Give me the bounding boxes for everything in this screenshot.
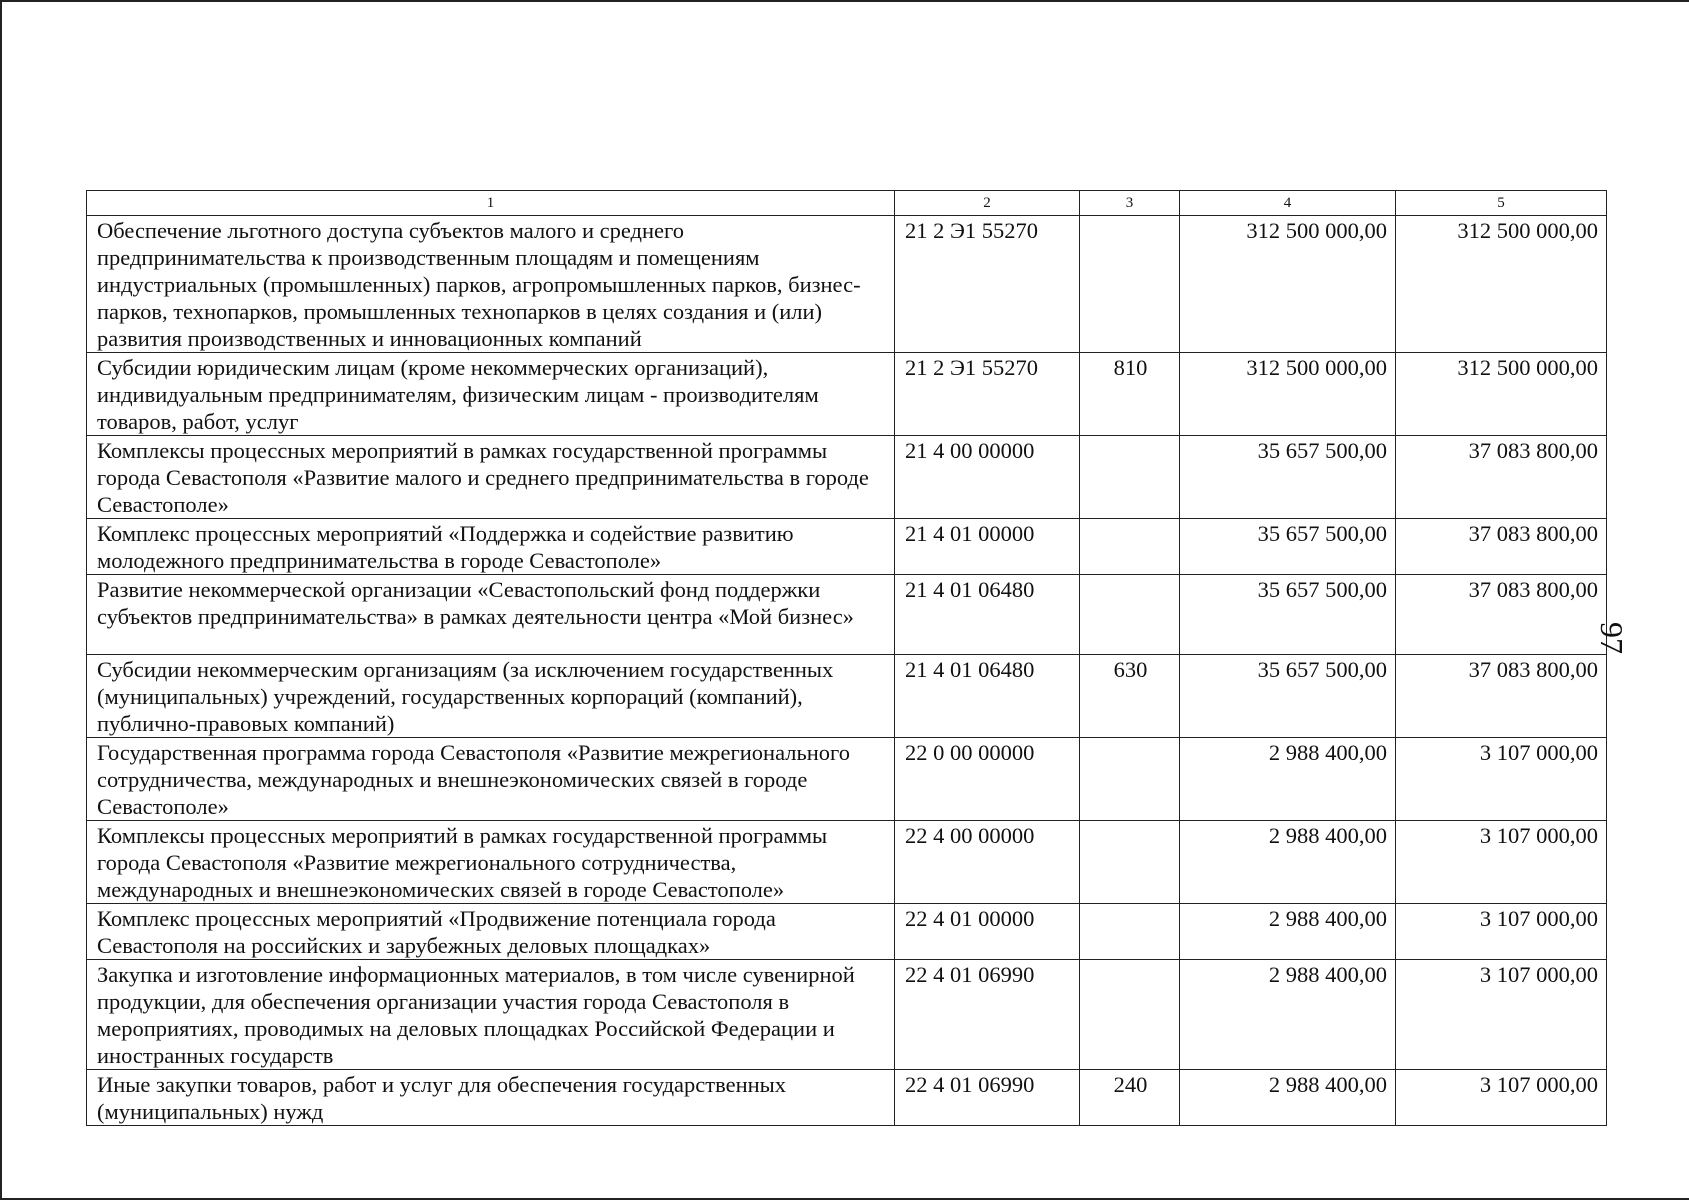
table-header-row (87, 191, 1607, 216)
column-header-2: 2 (895, 191, 1080, 216)
row-type (1080, 738, 1180, 821)
table-row (87, 1070, 1607, 1126)
page-number: 97 (1594, 622, 1630, 654)
row-type (1080, 575, 1180, 655)
row-code: 21 4 01 00000 (895, 519, 1080, 575)
row-sum-year2: 312 500 000,00 (1396, 353, 1607, 436)
row-sum-year1: 2 988 400,00 (1180, 1070, 1396, 1126)
row-sum-year2: 37 083 800,00 (1396, 436, 1607, 519)
row-name: Субсидии некоммерческим организациям (за исключением государственных (муниципальных) учреждений, государственных корпораций (компаний), публично-правовых компаний) (87, 655, 895, 738)
row-type: 240 (1080, 1070, 1180, 1126)
row-sum-year1: 312 500 000,00 (1180, 216, 1396, 353)
row-sum-year2: 3 107 000,00 (1396, 904, 1607, 960)
row-name: Развитие некоммерческой организации «Севастопольский фонд поддержки субъектов предпринимательства» в рамках деятельности центра «Мой бизнес» (87, 575, 895, 655)
column-header-1: 1 (87, 191, 895, 216)
row-sum-year2: 3 107 000,00 (1396, 1070, 1607, 1126)
table-row (87, 904, 1607, 960)
budget-table (86, 190, 1607, 1126)
row-sum-year1: 35 657 500,00 (1180, 519, 1396, 575)
row-code: 21 2 Э1 55270 (895, 353, 1080, 436)
table-row (87, 216, 1607, 353)
row-name: Комплекс процессных мероприятий «Продвижение потенциала города Севастополя на российских и зарубежных деловых площадках» (87, 904, 895, 960)
row-name: Иные закупки товаров, работ и услуг для обеспечения государственных (муниципальных) нужд (87, 1070, 895, 1126)
row-type (1080, 519, 1180, 575)
row-sum-year1: 312 500 000,00 (1180, 353, 1396, 436)
row-sum-year2: 37 083 800,00 (1396, 575, 1607, 655)
row-name: Комплексы процессных мероприятий в рамках государственной программы города Севастополя «Развитие межрегионального сотрудничества, международных и внешнеэкономических связей в городе Севастополе» (87, 821, 895, 904)
row-type (1080, 436, 1180, 519)
row-type: 810 (1080, 353, 1180, 436)
table-row (87, 436, 1607, 519)
row-code: 21 2 Э1 55270 (895, 216, 1080, 353)
row-code: 21 4 01 06480 (895, 575, 1080, 655)
row-code: 21 4 00 00000 (895, 436, 1080, 519)
row-sum-year1: 35 657 500,00 (1180, 655, 1396, 738)
row-name: Закупка и изготовление информационных материалов, в том числе сувенирной продукции, для обеспечения организации участия города Севастополя в мероприятиях, проводимых на деловых площадках Российской Федерации и иностранных государств (87, 960, 895, 1070)
row-sum-year2: 3 107 000,00 (1396, 821, 1607, 904)
row-code: 22 4 00 00000 (895, 821, 1080, 904)
table-row (87, 353, 1607, 436)
row-type: 630 (1080, 655, 1180, 738)
row-sum-year1: 2 988 400,00 (1180, 904, 1396, 960)
table-row (87, 655, 1607, 738)
row-code: 22 4 01 00000 (895, 904, 1080, 960)
row-code: 21 4 01 06480 (895, 655, 1080, 738)
row-sum-year2: 37 083 800,00 (1396, 655, 1607, 738)
column-header-3: 3 (1080, 191, 1180, 216)
table-row (87, 575, 1607, 655)
row-type (1080, 904, 1180, 960)
row-sum-year2: 3 107 000,00 (1396, 738, 1607, 821)
table-row (87, 960, 1607, 1070)
row-type (1080, 960, 1180, 1070)
row-type (1080, 216, 1180, 353)
row-name: Комплексы процессных мероприятий в рамках государственной программы города Севастополя «Развитие малого и среднего предпринимательства в городе Севастополе» (87, 436, 895, 519)
table-row (87, 519, 1607, 575)
row-sum-year2: 312 500 000,00 (1396, 216, 1607, 353)
table-row (87, 821, 1607, 904)
row-code: 22 0 00 00000 (895, 738, 1080, 821)
row-sum-year1: 35 657 500,00 (1180, 436, 1396, 519)
column-header-5: 5 (1396, 191, 1607, 216)
row-name: Государственная программа города Севастополя «Развитие межрегионального сотрудничества, международных и внешнеэкономических связей в городе Севастополе» (87, 738, 895, 821)
column-header-4: 4 (1180, 191, 1396, 216)
row-sum-year1: 35 657 500,00 (1180, 575, 1396, 655)
table-row (87, 738, 1607, 821)
row-name: Комплекс процессных мероприятий «Поддержка и содействие развитию молодежного предпринимательства в городе Севастополе» (87, 519, 895, 575)
row-name: Обеспечение льготного доступа субъектов малого и среднего предпринимательства к производственным площадям и помещениям индустриальных (промышленных) парков, агропромышленных парков, бизнес-парков, технопарков, промышленных технопарков в целях создания и (или) развития производственных и инновационных компаний (87, 216, 895, 353)
row-sum-year1: 2 988 400,00 (1180, 738, 1396, 821)
row-type (1080, 821, 1180, 904)
row-sum-year1: 2 988 400,00 (1180, 821, 1396, 904)
row-code: 22 4 01 06990 (895, 960, 1080, 1070)
row-sum-year2: 3 107 000,00 (1396, 960, 1607, 1070)
row-name: Субсидии юридическим лицам (кроме некоммерческих организаций), индивидуальным предпринимателям, физическим лицам - производителям товаров, работ, услуг (87, 353, 895, 436)
row-sum-year1: 2 988 400,00 (1180, 960, 1396, 1070)
row-sum-year2: 37 083 800,00 (1396, 519, 1607, 575)
row-code: 22 4 01 06990 (895, 1070, 1080, 1126)
